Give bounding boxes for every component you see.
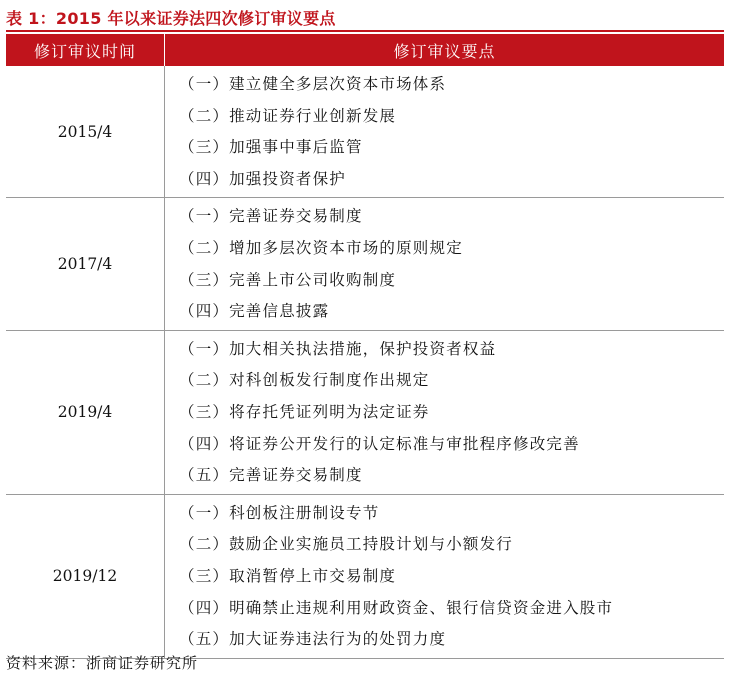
- point-item: （三）加强事中事后监管: [179, 138, 363, 157]
- row-points: [165, 330, 725, 494]
- table-row: [6, 66, 724, 198]
- point-item: （三）将存托凭证列明为法定证券: [179, 402, 430, 421]
- revision-table: [6, 34, 724, 659]
- point-item: （四）将证券公开发行的认定标准与审批程序修改完善: [179, 434, 580, 453]
- table-row: [6, 494, 724, 658]
- header-revision-time: 修订审议时间: [6, 34, 165, 66]
- point-item: （一）完善证券交易制度: [179, 207, 363, 226]
- table-row: [6, 330, 724, 494]
- row-date: 2017/4: [6, 198, 165, 330]
- row-date: 2015/4: [6, 66, 165, 198]
- row-date: 2019/4: [6, 330, 165, 494]
- point-item: （一）科创板注册制设专节: [179, 503, 380, 522]
- source-note: 资料来源：浙商证券研究所: [6, 654, 199, 672]
- row-points: [165, 198, 725, 330]
- table-row: [6, 198, 724, 330]
- point-item: （二）推动证券行业创新发展: [179, 106, 397, 125]
- point-item: （一）建立健全多层次资本市场体系: [179, 75, 447, 93]
- point-item: （五）加大证券违法行为的处罚力度: [179, 630, 447, 649]
- point-item: （二）增加多层次资本市场的原则规定: [179, 238, 463, 257]
- table-header-row: [6, 34, 724, 66]
- row-points: [165, 494, 725, 658]
- header-revision-points: 修订审议要点: [165, 34, 725, 66]
- point-item: （二）对科创板发行制度作出规定: [179, 371, 430, 390]
- row-date: 2019/12: [6, 494, 165, 658]
- point-item: （三）取消暂停上市交易制度: [179, 566, 397, 585]
- row-points: [165, 66, 725, 198]
- point-item: （三）完善上市公司收购制度: [179, 270, 397, 289]
- point-item: （五）完善证券交易制度: [179, 466, 363, 485]
- table-title: 表 1：2015 年以来证券法四次修订审议要点: [6, 9, 336, 28]
- point-item: （四）加强投资者保护: [179, 169, 347, 188]
- title-divider: [6, 30, 724, 32]
- point-item: （四）完善信息披露: [179, 302, 330, 321]
- point-item: （二）鼓励企业实施员工持股计划与小额发行: [179, 535, 514, 554]
- point-item: （一）加大相关执法措施，保护投资者权益: [179, 339, 497, 358]
- point-item: （四）明确禁止违规利用财政资金、银行信贷资金进入股市: [179, 598, 614, 617]
